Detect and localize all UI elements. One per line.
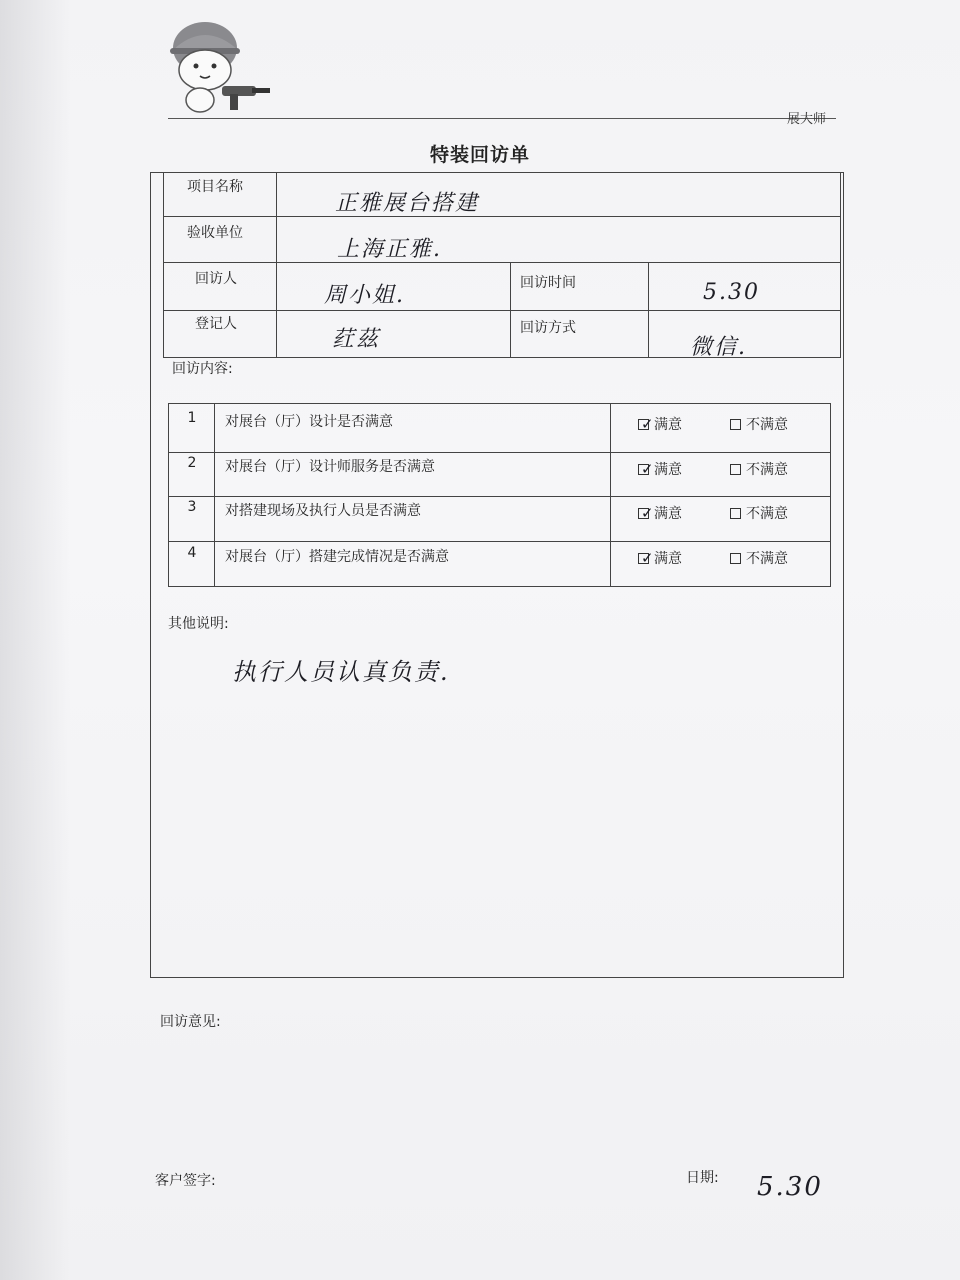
satisfied-option[interactable] xyxy=(638,503,682,523)
acceptance-unit-value: 上海正雅. xyxy=(337,237,442,262)
question-text: 对展台（厅）设计是否满意 xyxy=(225,414,393,430)
date-value: 5.30 xyxy=(757,1172,823,1202)
divider xyxy=(610,403,611,587)
brand-name: 展大师 xyxy=(787,112,827,127)
divider xyxy=(214,403,215,587)
divider xyxy=(648,262,649,358)
divider xyxy=(163,310,841,311)
question-text: 对搭建现场及执行人员是否满意 xyxy=(225,503,421,519)
unsatisfied-label: 不满意 xyxy=(746,417,788,433)
question-text: 对展台（厅）搭建完成情况是否满意 xyxy=(225,549,449,565)
other-notes-label: 其他说明: xyxy=(168,616,229,632)
divider xyxy=(168,496,831,497)
visit-time-label: 回访时间 xyxy=(520,275,576,291)
registrar-label: 登记人 xyxy=(195,316,237,332)
divider xyxy=(510,262,511,358)
project-name-label: 项目名称 xyxy=(187,179,243,195)
satisfied-label: 满意 xyxy=(654,506,682,522)
checkbox-icon[interactable] xyxy=(638,503,654,522)
checkbox-icon[interactable] xyxy=(730,508,741,519)
satisfied-label: 满意 xyxy=(654,417,682,433)
satisfied-option[interactable] xyxy=(638,548,682,568)
divider xyxy=(168,541,831,542)
checkbox-icon[interactable] xyxy=(730,464,741,475)
question-number: 2 xyxy=(187,455,197,471)
construction-worker-mascot-icon xyxy=(160,10,280,120)
question-number: 3 xyxy=(187,499,197,515)
divider xyxy=(163,262,841,263)
check-mark-icon: ✓ xyxy=(641,503,654,522)
check-mark-icon: ✓ xyxy=(641,548,654,567)
satisfied-option[interactable] xyxy=(638,414,682,434)
divider xyxy=(168,452,831,453)
unsatisfied-option[interactable] xyxy=(730,548,788,568)
divider xyxy=(276,172,277,358)
checkbox-icon[interactable] xyxy=(730,553,741,564)
visit-method-label: 回访方式 xyxy=(520,320,576,336)
unsatisfied-label: 不满意 xyxy=(746,551,788,567)
unsatisfied-option[interactable] xyxy=(730,414,788,434)
page-shadow xyxy=(0,0,70,1280)
visitor-label: 回访人 xyxy=(195,271,237,287)
registrar-value: 荭茲 xyxy=(332,327,381,352)
divider xyxy=(163,216,841,217)
checkbox-icon[interactable] xyxy=(730,419,741,430)
checkbox-icon[interactable] xyxy=(638,414,654,433)
project-name-value: 正雅展台搭建 xyxy=(335,191,480,216)
unsatisfied-option[interactable] xyxy=(730,459,788,479)
feedback-label: 回访意见: xyxy=(160,1014,221,1030)
satisfied-option[interactable] xyxy=(638,459,682,479)
satisfied-label: 满意 xyxy=(654,462,682,478)
check-mark-icon: ✓ xyxy=(641,459,654,478)
visit-time-value: 5.30 xyxy=(703,280,760,305)
satisfied-label: 满意 xyxy=(654,551,682,567)
signature-label: 客户签字: xyxy=(155,1173,216,1189)
unsatisfied-label: 不满意 xyxy=(746,462,788,478)
question-number: 4 xyxy=(187,545,197,561)
question-number: 1 xyxy=(187,410,197,426)
other-notes-value: 执行人员认真负责. xyxy=(232,658,450,686)
checkbox-icon[interactable] xyxy=(638,459,654,478)
header-rule xyxy=(168,118,836,119)
visitor-value: 周小姐. xyxy=(324,283,405,308)
check-mark-icon: ✓ xyxy=(641,414,654,433)
checkbox-icon[interactable] xyxy=(638,548,654,567)
visit-method-value: 微信. xyxy=(690,335,747,360)
unsatisfied-option[interactable] xyxy=(730,503,788,523)
date-label: 日期: xyxy=(686,1170,719,1186)
form-title: 特装回访单 xyxy=(429,144,530,166)
content-label: 回访内容: xyxy=(172,361,233,377)
acceptance-unit-label: 验收单位 xyxy=(187,225,243,241)
unsatisfied-label: 不满意 xyxy=(746,506,788,522)
question-text: 对展台（厅）设计师服务是否满意 xyxy=(225,459,435,475)
